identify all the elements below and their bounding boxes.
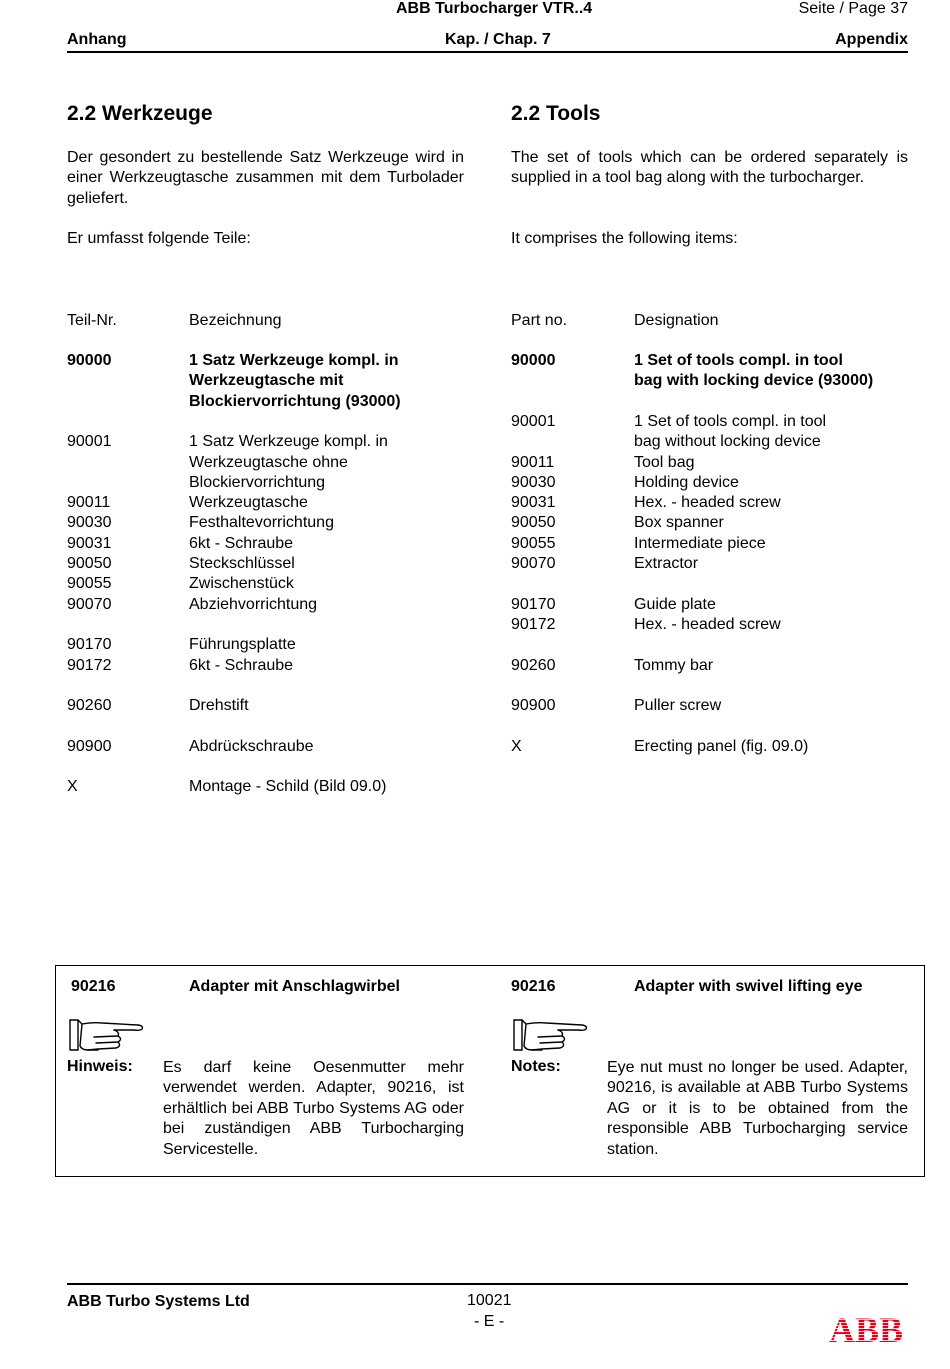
intro-de: Der gesondert zu bestellende Satz Werkzeuge wird in einer Werkzeugtasche zusammen mit dem Turbolader geliefert.: [67, 149, 464, 207]
list-de-part-number: 90900: [67, 738, 112, 755]
list-de-designation: Abdrückschraube: [189, 738, 314, 755]
footer-rule: [67, 1283, 908, 1285]
list-en-designation: 1 Set of tools compl. in tool: [634, 352, 843, 369]
list-de-designation: Werkzeugtasche mit: [189, 372, 344, 389]
list-en-designation: Holding device: [634, 474, 739, 491]
footer-doc-number: 10021: [467, 1292, 512, 1309]
list-en-part-number: X: [511, 738, 522, 755]
list-en-part-number: 90030: [511, 474, 556, 491]
list-en-designation: bag with locking device (93000): [634, 372, 874, 389]
list-de-designation: Festhaltevorrichtung: [189, 514, 334, 531]
list-de-part-number: 90170: [67, 636, 112, 653]
note-part-en: 90216: [511, 978, 556, 995]
list-en-designation: Tommy bar: [634, 657, 714, 674]
col-header-desc-de: Bezeichnung: [189, 312, 282, 329]
note-text-de: Es darf keine Oesenmutter mehr verwendet werden. Adapter, 90216, ist erhältlich bei ABB Turbo Systems AG oder bei zuständigen ABB Turbocharging Servicestelle.: [163, 1059, 464, 1158]
list-de-part-number: 90172: [67, 657, 112, 674]
list-en-part-number: 90050: [511, 514, 556, 531]
page-number: Seite / Page 37: [798, 0, 908, 17]
header-rule: [67, 51, 908, 53]
list-de-designation: Führungsplatte: [189, 636, 296, 653]
comprises-de: Er umfasst folgende Teile:: [67, 230, 251, 247]
list-de-designation: Steckschlüssel: [189, 555, 295, 572]
list-de-designation: Zwischenstück: [189, 575, 294, 592]
col-header-part-en: Part no.: [511, 312, 568, 329]
col-header-desc-en: Designation: [634, 312, 719, 329]
note-title-de: Adapter mit Anschlagwirbel: [189, 978, 400, 995]
comprises-en: It comprises the following items:: [511, 230, 738, 247]
abb-logo: [827, 1311, 905, 1345]
header-right: Appendix: [835, 31, 908, 48]
footer-language: - E -: [474, 1313, 505, 1330]
list-de-part-number: 90030: [67, 514, 112, 531]
list-de-designation: Montage - Schild (Bild 09.0): [189, 778, 387, 795]
list-en-part-number: 90170: [511, 596, 556, 613]
footer-company: ABB Turbo Systems Ltd: [67, 1293, 250, 1310]
note-label-de: Hinweis:: [67, 1058, 133, 1075]
list-en-part-number: 90172: [511, 616, 556, 633]
list-de-designation: 1 Satz Werkzeuge kompl. in: [189, 433, 388, 450]
list-en-designation: Tool bag: [634, 454, 695, 471]
svg-text:ABB: ABB: [828, 1311, 904, 1345]
list-de-part-number: X: [67, 778, 78, 795]
list-en-part-number: 90070: [511, 555, 556, 572]
list-de-designation: Werkzeugtasche ohne: [189, 454, 348, 471]
list-de-designation: 1 Satz Werkzeuge kompl. in: [189, 352, 399, 369]
list-en-designation: Puller screw: [634, 697, 722, 714]
list-de-designation: Abziehvorrichtung: [189, 596, 318, 613]
list-de-designation: Werkzeugtasche: [189, 494, 308, 511]
list-en-part-number: 90000: [511, 352, 556, 369]
list-de-part-number: 90031: [67, 535, 112, 552]
list-de-part-number: 90260: [67, 697, 112, 714]
list-en-designation: Extractor: [634, 555, 699, 572]
header-chapter: Kap. / Chap. 7: [445, 31, 551, 48]
list-de-designation: 6kt - Schraube: [189, 535, 294, 552]
list-de-designation: Drehstift: [189, 697, 249, 714]
note-part-de: 90216: [71, 978, 116, 995]
list-de-part-number: 90070: [67, 596, 112, 613]
list-de-part-number: 90055: [67, 575, 112, 592]
list-de-designation: Blockiervorrichtung: [189, 474, 326, 491]
list-en-part-number: 90055: [511, 535, 556, 552]
section-title-en: 2.2 Tools: [511, 102, 601, 125]
list-en-part-number: 90011: [511, 454, 555, 471]
note-title-en: Adapter with swivel lifting eye: [634, 978, 863, 995]
list-en-part-number: 90001: [511, 413, 556, 430]
list-de-part-number: 90000: [67, 352, 112, 369]
note-text-en: Eye nut must no longer be used. Adapter, 90216, is available at ABB Turbo Systems AG or it is to be obtained from the responsible ABB Turbocharging service station.: [607, 1059, 908, 1158]
list-de-part-number: 90011: [67, 494, 111, 511]
list-en-designation: bag without locking device: [634, 433, 821, 450]
note-label-en: Notes:: [511, 1058, 561, 1075]
col-header-part-de: Teil-Nr.: [67, 312, 117, 329]
pointing-hand-icon: [68, 1016, 146, 1054]
list-de-part-number: 90050: [67, 555, 112, 572]
list-en-part-number: 90900: [511, 697, 556, 714]
list-en-designation: Box spanner: [634, 514, 724, 531]
header-left: Anhang: [67, 31, 127, 48]
list-de-designation: Blockiervorrichtung (93000): [189, 393, 401, 410]
list-en-designation: Guide plate: [634, 596, 716, 613]
section-title-de: 2.2 Werkzeuge: [67, 102, 213, 125]
list-en-part-number: 90260: [511, 657, 556, 674]
list-de-part-number: 90001: [67, 433, 112, 450]
list-en-designation: Hex. - headed screw: [634, 494, 781, 511]
pointing-hand-icon: [512, 1016, 590, 1054]
list-de-designation: 6kt - Schraube: [189, 657, 294, 674]
list-en-designation: Erecting panel (fig. 09.0): [634, 738, 809, 755]
document-title: ABB Turbocharger VTR..4: [396, 0, 593, 17]
intro-en: The set of tools which can be ordered separately is supplied in a tool bag along with the turbocharger.: [511, 149, 908, 187]
list-en-designation: Hex. - headed screw: [634, 616, 781, 633]
list-en-designation: Intermediate piece: [634, 535, 766, 552]
list-en-designation: 1 Set of tools compl. in tool: [634, 413, 827, 430]
list-en-part-number: 90031: [511, 494, 556, 511]
